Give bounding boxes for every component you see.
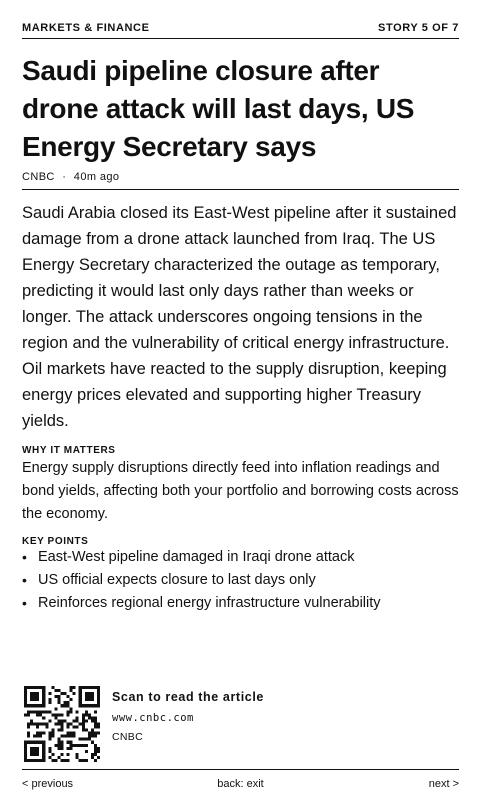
qr-code-graphic: [24, 686, 100, 762]
bullet-icon: •: [22, 549, 27, 565]
navigation-bar: [22, 778, 459, 794]
key-point-text: US official expects closure to last days only: [38, 572, 316, 588]
key-points-list: [22, 546, 459, 615]
top-divider: [22, 38, 459, 39]
qr-code-icon: [24, 686, 100, 762]
why-it-matters-text: Energy supply disruptions directly feed into inflation readings and bond yields, affecting both your portfolio and borrowing costs across the economy.: [22, 460, 459, 522]
key-point-item: [22, 592, 459, 615]
article-meta: [22, 171, 119, 183]
bottom-divider: [22, 769, 459, 770]
exit-button[interactable]: back: exit: [217, 778, 264, 790]
story-position: STORY 5 OF 7: [378, 22, 459, 34]
story-page: [22, 0, 459, 800]
scan-label: Scan to read the article: [112, 690, 264, 704]
key-point-item: [22, 546, 459, 569]
key-points-label: KEY POINTS: [22, 536, 89, 547]
key-point-text: East-West pipeline damaged in Iraqi drone attack: [38, 549, 355, 565]
meta-separator: ·: [62, 171, 67, 183]
top-bar: [22, 20, 459, 36]
why-it-matters-label: WHY IT MATTERS: [22, 445, 116, 456]
key-point-text: Reinforces regional energy infrastructure vulnerability: [38, 595, 381, 611]
qr-source: CNBC: [112, 731, 143, 743]
key-point-item: [22, 569, 459, 592]
previous-button[interactable]: < previous: [22, 778, 74, 790]
article-url: www.cnbc.com: [112, 712, 194, 724]
next-button[interactable]: next >: [428, 778, 459, 790]
article-age: 40m ago: [73, 171, 120, 183]
bullet-icon: •: [22, 595, 27, 611]
bullet-icon: •: [22, 572, 27, 588]
article-body: Saudi Arabia closed its East-West pipeline after it sustained damage from a drone attack launched from Iraq. The US Energy Secretary characterized the outage as temporary, predicting it would last only days rather than weeks or longer. The attack underscores ongoing tensions in the region and the vulnerability of critical energy infrastructure. Oil markets have reacted to the supply disruption, keeping energy prices elevated and supporting higher Treasury yields.: [22, 204, 457, 430]
meta-divider: [22, 189, 459, 190]
source-name: CNBC: [22, 171, 55, 183]
section-label: MARKETS & FINANCE: [22, 22, 150, 34]
headline: Saudi pipeline closure after drone attack will last days, US Energy Secretary says: [22, 55, 415, 162]
